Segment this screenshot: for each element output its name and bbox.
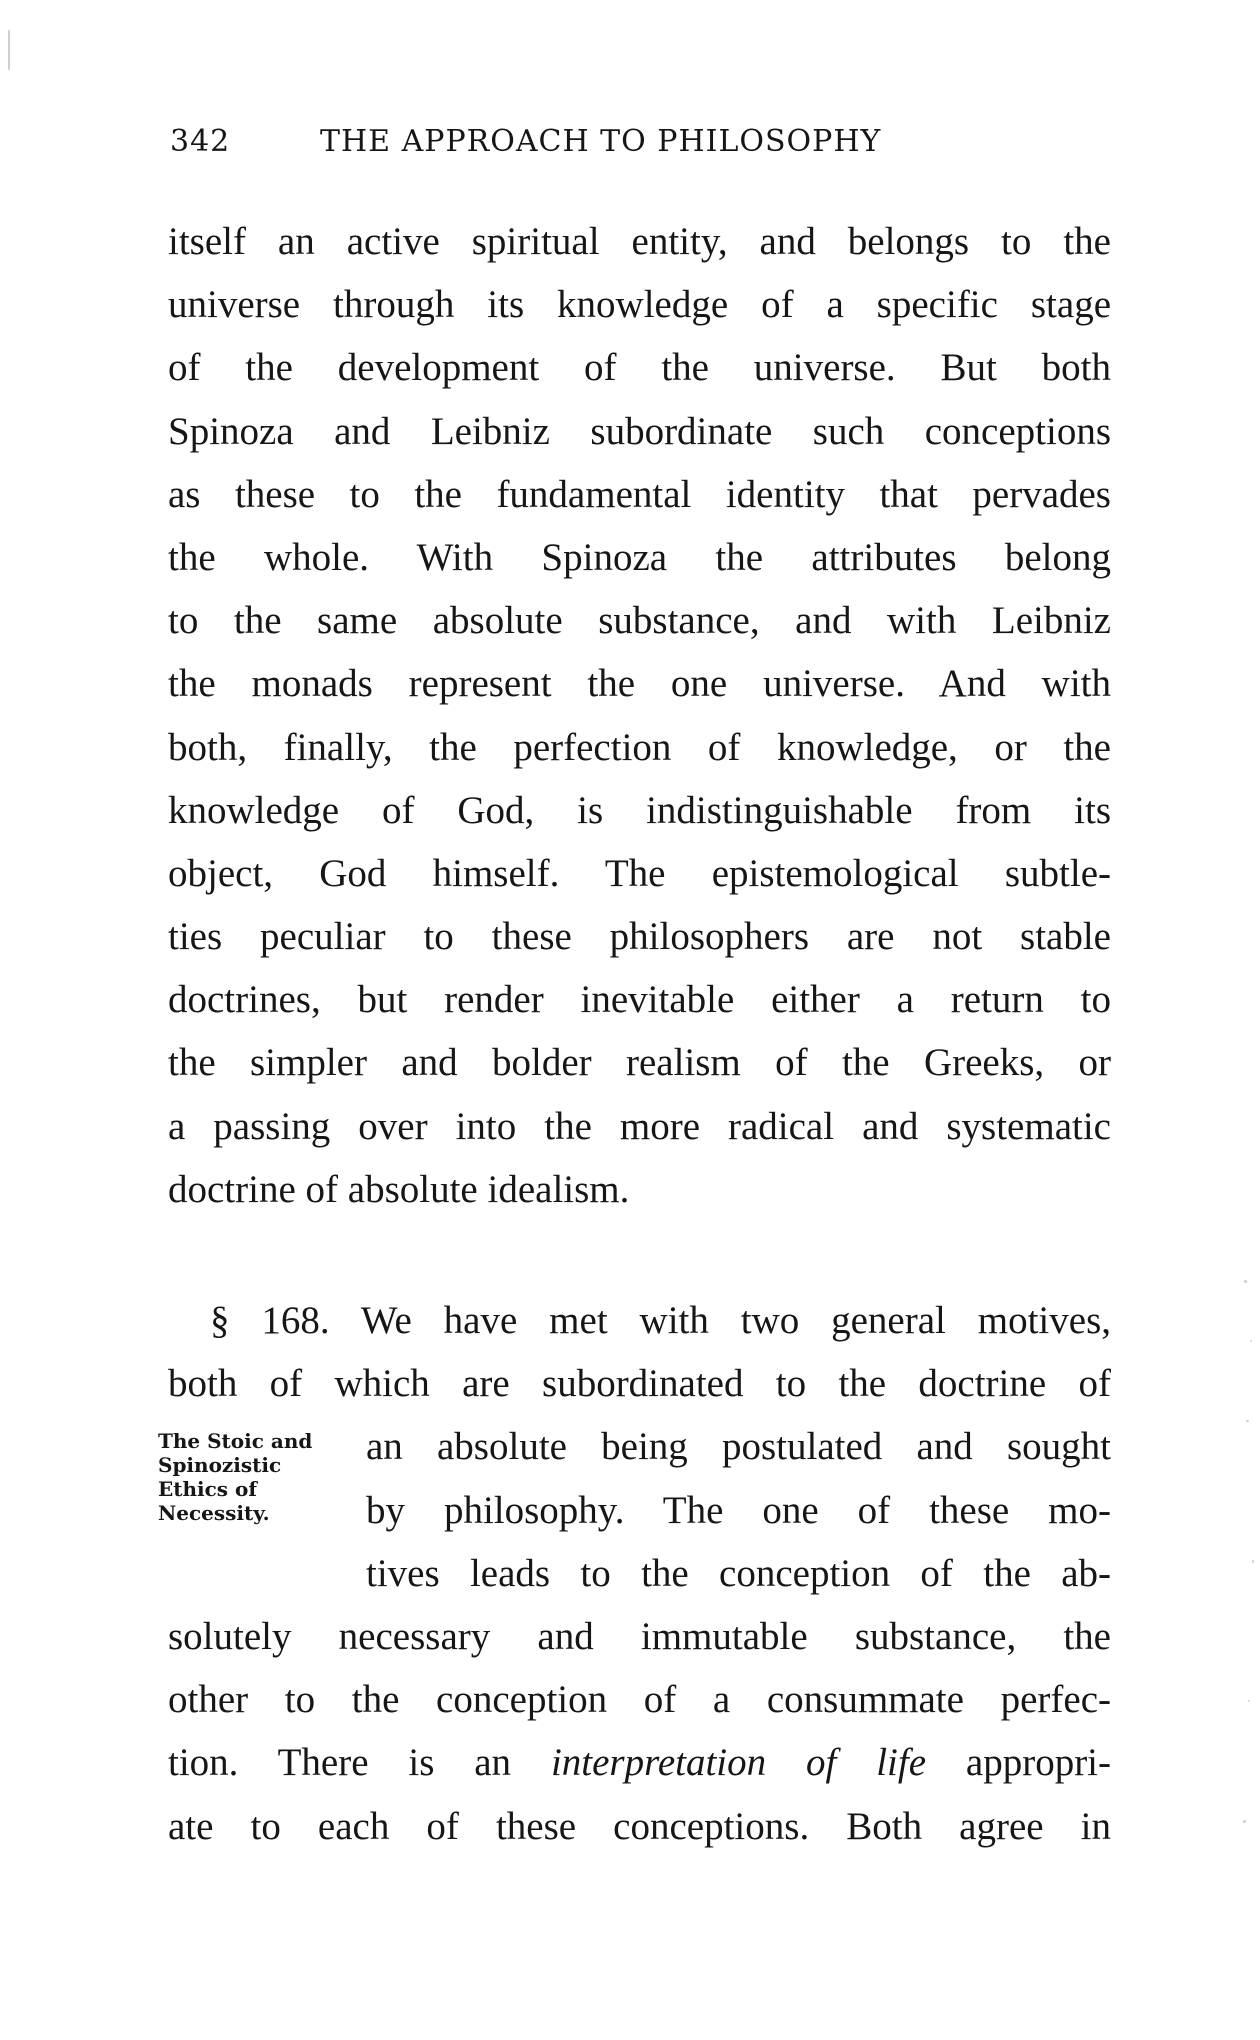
paragraph-gap bbox=[168, 1221, 1111, 1289]
text-line: other to the conception of a consummate perfec- bbox=[168, 1678, 1111, 1722]
sidenote-line: Necessity. bbox=[158, 1501, 270, 1526]
text-line: itself an active spiritual entity, and belongs to the bbox=[168, 220, 1111, 263]
text-line: ties peculiar to these philosophers are not stable bbox=[168, 915, 1111, 959]
text-line: doctrine of absolute idealism. bbox=[168, 1167, 630, 1211]
text-line: solutely necessary and immutable substance, the bbox=[168, 1614, 1111, 1658]
text-line: ate to each of these conceptions. Both agree in bbox=[168, 1804, 1111, 1848]
text-line: knowledge of God, is indistinguishable from its bbox=[168, 788, 1111, 832]
scan-speck bbox=[8, 30, 10, 70]
page-header bbox=[170, 124, 1110, 164]
text-line: universe through its knowledge of a specific stage bbox=[168, 283, 1111, 327]
text-line: a passing over into the more radical and systematic bbox=[168, 1104, 1111, 1148]
text-line: an absolute being postulated and sought bbox=[366, 1425, 1111, 1469]
text-segment: tion. There is an bbox=[168, 1741, 551, 1785]
sidenote-block bbox=[158, 1415, 1111, 1605]
section-heading-line: § 168. We have met with two general motives, bbox=[210, 1299, 1111, 1342]
text-line: of the development of the universe. But both bbox=[168, 346, 1111, 390]
body-text bbox=[158, 210, 1112, 1858]
text-line: Spinoza and Leibniz subordinate such conceptions bbox=[168, 409, 1111, 453]
scan-speck bbox=[1246, 1420, 1249, 1422]
sidenote-line: The Stoic and bbox=[158, 1429, 313, 1454]
page-number: 342 bbox=[170, 124, 231, 159]
text-line: by philosophy. The one of these mo- bbox=[366, 1488, 1111, 1532]
text-line: both, finally, the perfection of knowledge, or the bbox=[168, 725, 1111, 769]
scan-speck bbox=[1252, 1560, 1254, 1563]
text-line-with-italic bbox=[168, 1731, 1111, 1794]
text-line: tives leads to the conception of the ab- bbox=[366, 1551, 1111, 1595]
scan-speck bbox=[1243, 1820, 1246, 1823]
running-title: THE APPROACH TO PHILOSOPHY bbox=[320, 124, 882, 159]
text-line: as these to the fundamental identity that pervades bbox=[168, 472, 1111, 516]
text-line: object, God himself. The epistemological subtle- bbox=[168, 851, 1111, 895]
paragraph-1 bbox=[168, 210, 1111, 1221]
margin-sidenote bbox=[158, 1429, 358, 1525]
text-line: the simpler and bolder realism of the Greeks, or bbox=[168, 1041, 1111, 1085]
scan-speck bbox=[1248, 1700, 1250, 1702]
text-line: both of which are subordinated to the doctrine of bbox=[168, 1362, 1111, 1406]
text-segment: appropri- bbox=[926, 1741, 1112, 1785]
scan-speck bbox=[1250, 1340, 1252, 1342]
scan-speck bbox=[1244, 1280, 1247, 1283]
italic-phrase: interpretation of life bbox=[550, 1741, 927, 1785]
text-line: to the same absolute substance, and with Leibniz bbox=[168, 599, 1111, 643]
sidenote-line: Ethics of bbox=[158, 1477, 257, 1502]
text-line: the monads represent the one universe. And with bbox=[168, 662, 1111, 706]
text-line: doctrines, but render inevitable either a return to bbox=[168, 978, 1111, 1022]
text-line: the whole. With Spinoza the attributes belong bbox=[168, 535, 1111, 579]
sidenote-line: Spinozistic bbox=[158, 1453, 282, 1478]
paragraph-2 bbox=[158, 1289, 1112, 1858]
